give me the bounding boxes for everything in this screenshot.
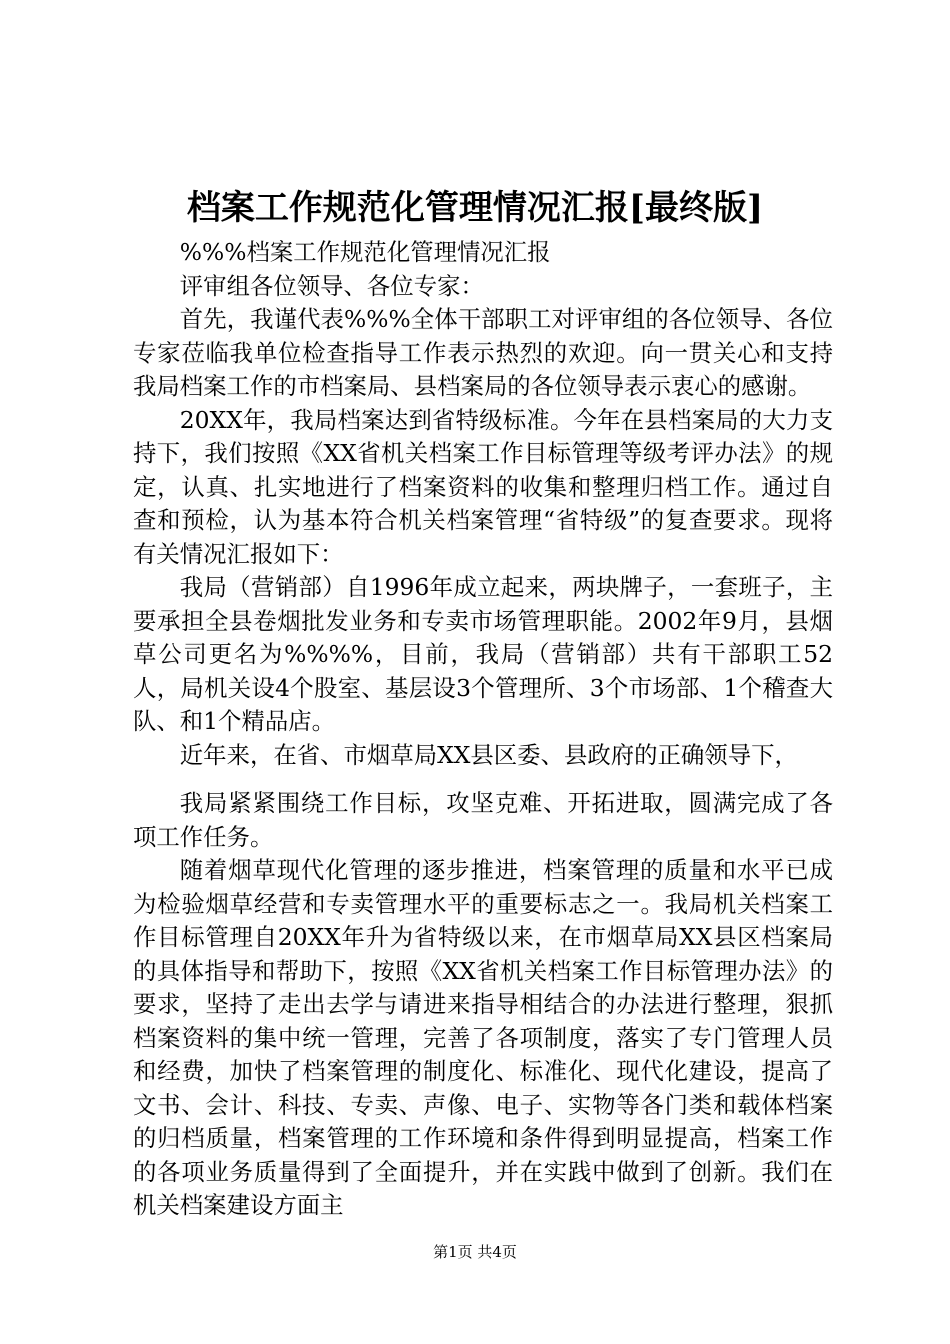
paragraph-tasks: 我局紧紧围绕工作目标，攻坚克难、开拓进取，圆满完成了各项工作任务。: [133, 789, 833, 851]
paragraph-management: 随着烟草现代化管理的逐步推进，档案管理的质量和水平已成为检验烟草经营和专卖管理水平的重要标志之一。我局机关档案工作目标管理自20XX年升为省特级以来，在市烟草局XX县区档案局的具体指导和帮助下，按照《XX省机关档案工作目标管理办法》的要求，坚持了走出去学与请进来指导相结合的办法进行整理，狠抓档案资料的集中统一管理，完善了各项制度，落实了专门管理人员和经费，加快了档案管理的制度化、标准化、现代化建设，提高了文书、会计、科技、专卖、声像、电子、实物等各门类和载体档案的归档质量，档案管理的工作环境和条件得到明显提高，档案工作的各项业务质量得到了全面提升，并在实践中做到了创新。我们在机关档案建设方面主: [133, 856, 833, 1219]
paragraph-subtitle: %%%档案工作规范化管理情况汇报: [179, 238, 551, 266]
page-footer: 第1页 共4页: [433, 1243, 517, 1261]
paragraph-salutation: 评审组各位领导、各位专家：: [179, 271, 484, 300]
body-block-lower: [133, 787, 833, 1223]
document-title: 档案工作规范化管理情况汇报[最终版]: [186, 188, 764, 228]
paragraph-standard: 20XX年，我局档案达到省特级标准。今年在县档案局的大力支持下，我们按照《XX省机关档案工作目标管理等级考评办法》的规定，认真、扎实地进行了档案资料的收集和整理归档工作。通过自查和预检，认为基本符合机关档案管理“省特级”的复查要求。现将有关情况汇报如下：: [133, 405, 833, 568]
paragraph-welcome: 首先，我谨代表%%%全体干部职工对评审组的各位领导、各位专家莅临我单位检查指导工作表示热烈的欢迎。向一贯关心和支持我局档案工作的市档案局、县档案局的各位领导表示衷心的感谢。: [133, 305, 833, 400]
paragraph-recent-years: 近年来，在省、市烟草局XX县区委、县政府的正确领导下，: [179, 740, 798, 769]
paragraph-overview: 我局（营销部）自1996年成立起来，两块牌子，一套班子，主要承担全县卷烟批发业务和专卖市场管理职能。2002年9月，县烟草公司更名为%%%%，目前，我局（营销部）共有干部职工52人，局机关设4个股室、基层设3个管理所、3个市场部、1个稽查大队、和1个精品店。: [133, 573, 833, 735]
body-block-upper: [133, 236, 833, 772]
